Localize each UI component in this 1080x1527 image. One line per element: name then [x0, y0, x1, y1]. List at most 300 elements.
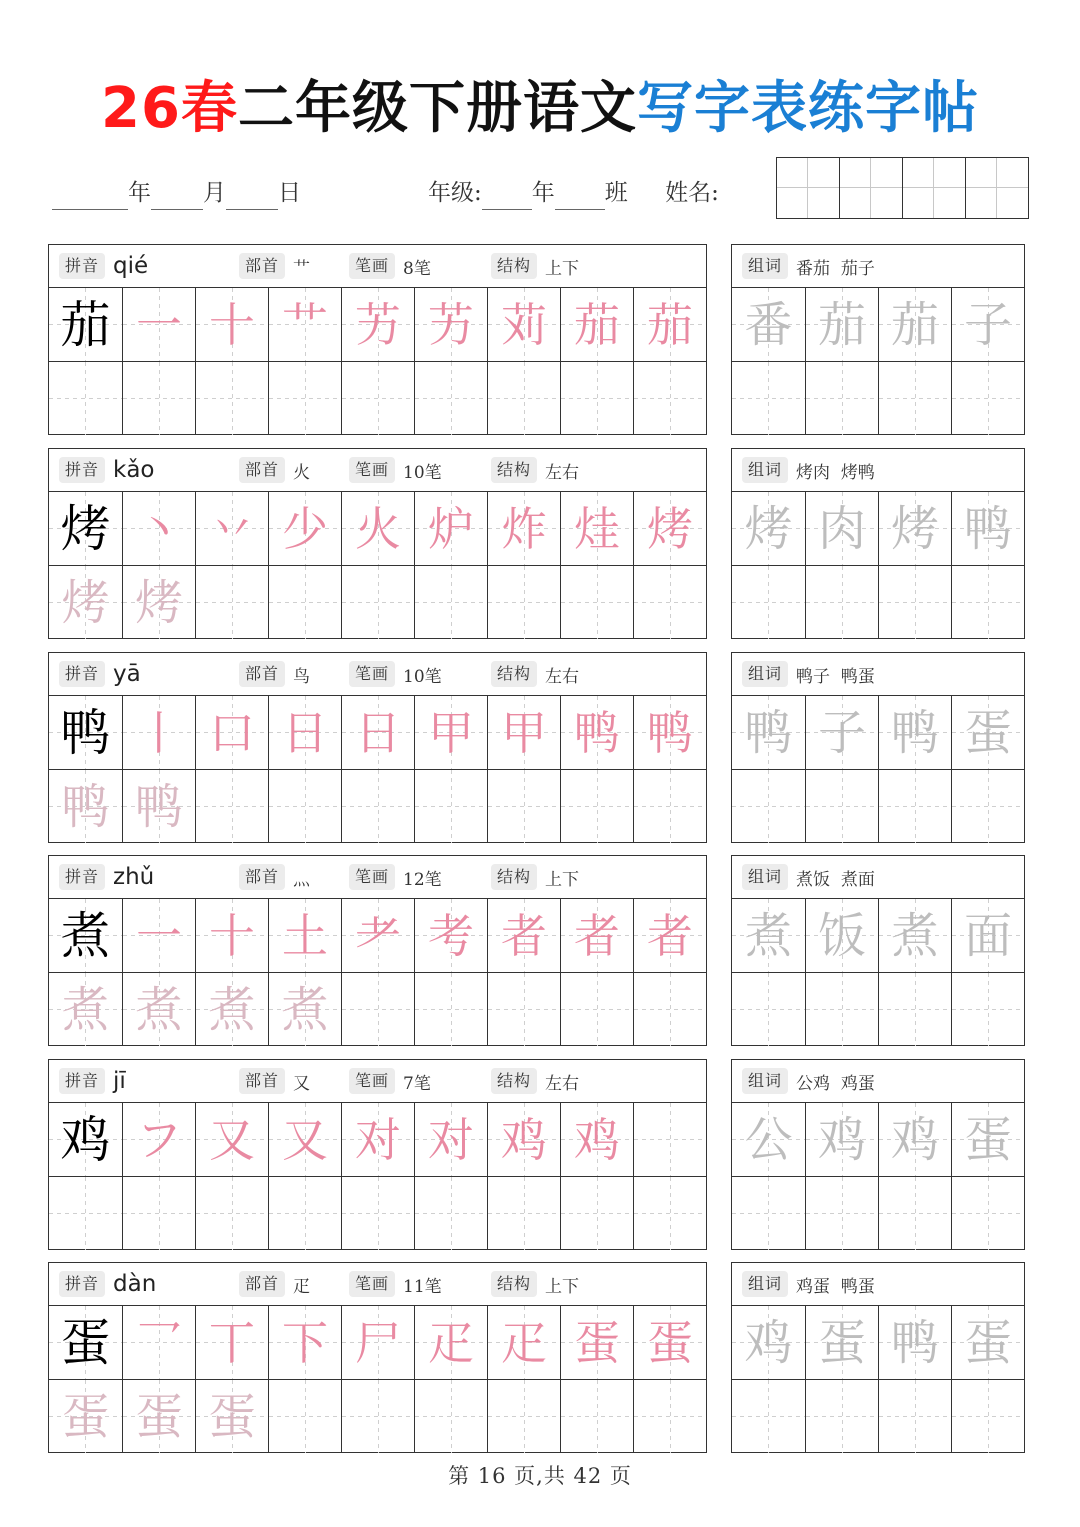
practice-cell[interactable] — [341, 770, 414, 843]
trace-char: 鸭 — [134, 778, 183, 835]
char-block-6 — [48, 1262, 707, 1453]
practice-row — [49, 1379, 706, 1453]
word-cell[interactable] — [951, 899, 1024, 972]
stroke-step: 十 — [209, 908, 255, 963]
stroke-step-cell[interactable] — [560, 492, 633, 565]
stroke-step-cell[interactable] — [414, 288, 487, 361]
strokes-value: 10笔 — [403, 462, 442, 483]
stroke-step-cell[interactable] — [122, 696, 195, 769]
practice-cell[interactable] — [560, 566, 633, 639]
word-trace-row — [732, 1306, 1024, 1379]
stroke-step-cell[interactable] — [195, 288, 268, 361]
strokes-value: 12笔 — [403, 869, 442, 890]
stroke-step: 鸭 — [647, 705, 693, 760]
stroke-step-cell[interactable] — [633, 288, 706, 361]
word-practice-cell[interactable] — [805, 1380, 878, 1453]
word-trace-row — [732, 288, 1024, 361]
pinyin-label: 拼音 — [59, 253, 105, 279]
word-block-1 — [731, 244, 1025, 435]
practice-cell[interactable] — [195, 1380, 268, 1453]
practice-cell[interactable] — [560, 1177, 633, 1250]
stroke-step: 丶 — [136, 501, 182, 556]
word-practice-cell[interactable] — [878, 770, 951, 843]
strokes-label: 笔画 — [349, 864, 395, 890]
practice-cell[interactable] — [122, 770, 195, 843]
stroke-step: 艹 — [282, 297, 328, 352]
practice-cell[interactable] — [487, 1177, 560, 1250]
structure-label: 结构 — [491, 253, 537, 279]
practice-row — [49, 972, 706, 1046]
practice-cell[interactable] — [633, 973, 706, 1046]
practice-cell[interactable] — [49, 362, 122, 435]
word-practice-cell[interactable] — [805, 973, 878, 1046]
word-cell[interactable] — [732, 288, 805, 361]
model-char: 煮 — [60, 906, 111, 965]
word-header — [732, 653, 1024, 696]
word-header — [732, 449, 1024, 492]
practice-cell[interactable] — [560, 973, 633, 1046]
word-header — [732, 245, 1024, 288]
pinyin-label: 拼音 — [59, 1271, 105, 1297]
word-cell[interactable] — [732, 1306, 805, 1379]
word-trace-row — [732, 1103, 1024, 1176]
model-char-cell — [49, 1103, 122, 1176]
radical-label: 部首 — [239, 864, 285, 890]
stroke-step: 尸 — [355, 1315, 401, 1370]
practice-row — [49, 1176, 706, 1250]
practice-cell[interactable] — [341, 362, 414, 435]
stroke-step: 蛋 — [574, 1315, 620, 1370]
practice-cell[interactable] — [268, 566, 341, 639]
stroke-step: 者 — [501, 908, 547, 963]
stroke-step-cell[interactable] — [487, 696, 560, 769]
year-label: 年 — [128, 180, 151, 206]
word-practice-cell[interactable] — [951, 1380, 1024, 1453]
stroke-order-row — [49, 1103, 706, 1176]
stroke-step-cell[interactable] — [633, 1306, 706, 1379]
stroke-step-cell[interactable] — [414, 492, 487, 565]
char-header — [49, 449, 706, 492]
name-cell[interactable] — [777, 158, 839, 218]
practice-cell[interactable] — [122, 1380, 195, 1453]
stroke-step: 炸 — [501, 501, 547, 556]
strokes-label: 笔画 — [349, 457, 395, 483]
stroke-step-cell[interactable] — [341, 899, 414, 972]
word-cell[interactable] — [805, 1103, 878, 1176]
stroke-step: 十 — [209, 297, 255, 352]
word-cell[interactable] — [878, 1306, 951, 1379]
stroke-step-cell[interactable] — [341, 492, 414, 565]
stroke-step-cell[interactable] — [195, 1103, 268, 1176]
words-label: 组词 — [742, 1271, 788, 1297]
word-trace-char: 鸭 — [963, 500, 1012, 557]
practice-cell[interactable] — [414, 973, 487, 1046]
word-cell[interactable] — [805, 492, 878, 565]
word-cell[interactable] — [878, 1103, 951, 1176]
word-cell[interactable] — [878, 899, 951, 972]
practice-cell[interactable] — [195, 362, 268, 435]
name-cell[interactable] — [902, 158, 965, 218]
practice-cell[interactable] — [487, 770, 560, 843]
words-label: 组词 — [742, 253, 788, 279]
pinyin-value: kǎo — [113, 457, 155, 483]
word-cell[interactable] — [805, 288, 878, 361]
word-trace-char: 茄 — [817, 296, 866, 353]
stroke-step-cell[interactable] — [633, 696, 706, 769]
stroke-step: 疋 — [501, 1315, 547, 1370]
practice-cell[interactable] — [560, 1380, 633, 1453]
word-cell[interactable] — [951, 492, 1024, 565]
stroke-step: 对 — [355, 1112, 401, 1167]
radical-label: 部首 — [239, 253, 285, 279]
word-practice-cell[interactable] — [732, 973, 805, 1046]
trace-char: 煮 — [280, 981, 329, 1038]
radical-value: 鸟 — [293, 666, 311, 687]
stroke-step-cell[interactable] — [414, 1306, 487, 1379]
word-practice-cell[interactable] — [951, 362, 1024, 435]
word-block-4 — [731, 855, 1025, 1046]
word-trace-row — [732, 696, 1024, 769]
stroke-step: 土 — [282, 908, 328, 963]
word-practice-row — [732, 1176, 1024, 1250]
practice-cell[interactable] — [341, 1177, 414, 1250]
radical-label: 部首 — [239, 661, 285, 687]
words-label: 组词 — [742, 457, 788, 483]
word-practice-cell[interactable] — [732, 566, 805, 639]
word-practice-cell[interactable] — [732, 362, 805, 435]
stroke-step-cell[interactable] — [487, 492, 560, 565]
trace-char: 煮 — [134, 981, 183, 1038]
char-header — [49, 856, 706, 899]
stroke-step-cell[interactable] — [195, 899, 268, 972]
word-cell[interactable] — [805, 696, 878, 769]
word-trace-char: 鸡 — [890, 1111, 939, 1168]
stroke-step: 鸭 — [574, 705, 620, 760]
practice-cell[interactable] — [487, 1380, 560, 1453]
stroke-step-cell[interactable] — [268, 696, 341, 769]
word-header — [732, 856, 1024, 899]
word-block-5 — [731, 1059, 1025, 1250]
name-label: 姓名: — [665, 180, 719, 206]
word-cell[interactable] — [732, 1103, 805, 1176]
word-practice-cell[interactable] — [805, 362, 878, 435]
word-practice-cell[interactable] — [951, 1177, 1024, 1250]
char-block-3 — [48, 652, 707, 843]
practice-cell[interactable] — [414, 770, 487, 843]
class-blank[interactable] — [555, 183, 605, 210]
word-practice-row — [732, 972, 1024, 1046]
practice-cell[interactable] — [633, 1177, 706, 1250]
date-line — [52, 176, 301, 210]
strokes-value: 7笔 — [403, 1073, 431, 1094]
stroke-step-cell[interactable] — [560, 288, 633, 361]
practice-cell[interactable] — [414, 1380, 487, 1453]
word-practice-cell[interactable] — [951, 770, 1024, 843]
practice-cell[interactable] — [414, 362, 487, 435]
stroke-step: 艻 — [428, 297, 474, 352]
stroke-step: 者 — [647, 908, 693, 963]
practice-cell[interactable] — [122, 362, 195, 435]
pinyin-label: 拼音 — [59, 1068, 105, 1094]
strokes-value: 10笔 — [403, 666, 442, 687]
practice-cell[interactable] — [414, 1177, 487, 1250]
practice-cell[interactable] — [341, 973, 414, 1046]
practice-row — [49, 565, 706, 639]
practice-cell[interactable] — [487, 362, 560, 435]
structure-value: 左右 — [545, 1073, 580, 1094]
stroke-step-cell[interactable] — [341, 1306, 414, 1379]
stroke-step: 鸡 — [501, 1112, 547, 1167]
word-cell[interactable] — [732, 696, 805, 769]
practice-cell[interactable] — [633, 770, 706, 843]
stroke-step-cell[interactable] — [341, 1103, 414, 1176]
trace-char: 蛋 — [61, 1388, 110, 1445]
stroke-step-cell[interactable] — [268, 288, 341, 361]
word-trace-char: 鸡 — [817, 1111, 866, 1168]
pinyin-value: jī — [113, 1068, 126, 1094]
practice-cell[interactable] — [195, 566, 268, 639]
word-trace-char: 蛋 — [817, 1314, 866, 1371]
practice-cell[interactable] — [487, 973, 560, 1046]
stroke-step: 者 — [574, 908, 620, 963]
word-cell[interactable] — [878, 288, 951, 361]
char-header — [49, 1060, 706, 1103]
word-practice-cell[interactable] — [878, 973, 951, 1046]
practice-cell[interactable] — [195, 1177, 268, 1250]
word-practice-cell[interactable] — [951, 566, 1024, 639]
practice-cell[interactable] — [268, 973, 341, 1046]
word-trace-char: 煮 — [890, 907, 939, 964]
practice-cell[interactable] — [268, 1177, 341, 1250]
stroke-order-row — [49, 1306, 706, 1379]
word-practice-cell[interactable] — [878, 1177, 951, 1250]
practice-cell[interactable] — [49, 1177, 122, 1250]
model-char-cell — [49, 1306, 122, 1379]
practice-cell[interactable] — [122, 1177, 195, 1250]
word-practice-cell[interactable] — [878, 1380, 951, 1453]
stroke-step: 少 — [282, 501, 328, 556]
words-value: 鸡蛋 鸭蛋 — [796, 1276, 875, 1297]
year-blank[interactable] — [52, 183, 128, 210]
model-char: 茄 — [60, 295, 111, 354]
radical-label: 部首 — [239, 1068, 285, 1094]
word-cell[interactable] — [878, 696, 951, 769]
trace-char: 鸭 — [61, 778, 110, 835]
practice-cell[interactable] — [633, 362, 706, 435]
stroke-step: 对 — [428, 1112, 474, 1167]
word-practice-row — [732, 1379, 1024, 1453]
word-trace-char: 饭 — [817, 907, 866, 964]
word-trace-char: 鸭 — [744, 704, 793, 761]
char-block-2 — [48, 448, 707, 639]
stroke-step-cell[interactable] — [633, 899, 706, 972]
pinyin-label: 拼音 — [59, 661, 105, 687]
words-value: 公鸡 鸡蛋 — [796, 1073, 875, 1094]
stroke-step-cell[interactable] — [268, 899, 341, 972]
word-cell[interactable] — [951, 1306, 1024, 1379]
stroke-step: 苅 — [501, 297, 547, 352]
practice-cell[interactable] — [268, 362, 341, 435]
word-trace-char: 面 — [963, 907, 1012, 964]
practice-cell[interactable] — [49, 1380, 122, 1453]
word-practice-cell[interactable] — [951, 973, 1024, 1046]
stroke-step: 又 — [209, 1112, 255, 1167]
word-trace-char: 煮 — [744, 907, 793, 964]
practice-cell[interactable] — [195, 770, 268, 843]
pinyin-value: zhǔ — [113, 864, 155, 890]
practice-cell[interactable] — [122, 973, 195, 1046]
stroke-step-cell[interactable] — [195, 696, 268, 769]
word-cell[interactable] — [732, 899, 805, 972]
stroke-step-cell[interactable] — [487, 288, 560, 361]
stroke-step: 疋 — [428, 1315, 474, 1370]
stroke-step-cell[interactable] — [487, 899, 560, 972]
structure-value: 上下 — [545, 869, 580, 890]
practice-cell[interactable] — [195, 973, 268, 1046]
stroke-step: 一 — [136, 297, 182, 352]
word-cell[interactable] — [951, 696, 1024, 769]
stroke-step-cell[interactable] — [341, 696, 414, 769]
practice-cell[interactable] — [268, 770, 341, 843]
stroke-step: 鸡 — [574, 1112, 620, 1167]
stroke-step-cell[interactable] — [122, 492, 195, 565]
practice-cell[interactable] — [560, 362, 633, 435]
day-label: 日 — [278, 180, 301, 206]
word-trace-row — [732, 899, 1024, 972]
day-blank[interactable] — [226, 183, 278, 210]
month-blank[interactable] — [151, 183, 203, 210]
stroke-step: 又 — [282, 1112, 328, 1167]
stroke-step-cell[interactable] — [487, 1103, 560, 1176]
name-cell[interactable] — [839, 158, 902, 218]
word-cell[interactable] — [805, 899, 878, 972]
word-trace-char: 鸡 — [744, 1314, 793, 1371]
word-trace-char: 烤 — [744, 500, 793, 557]
word-practice-cell[interactable] — [878, 566, 951, 639]
model-char-cell — [49, 492, 122, 565]
practice-cell[interactable] — [560, 770, 633, 843]
word-practice-cell[interactable] — [878, 362, 951, 435]
word-cell[interactable] — [951, 1103, 1024, 1176]
word-trace-char: 番 — [744, 296, 793, 353]
trace-char: 蛋 — [134, 1388, 183, 1445]
words-value: 烤肉 烤鸭 — [796, 462, 875, 483]
class-label: 班 — [604, 180, 628, 206]
radical-value: 灬 — [293, 869, 311, 890]
structure-value: 左右 — [545, 462, 580, 483]
model-char: 鸡 — [60, 1110, 111, 1169]
trace-char: 烤 — [61, 574, 110, 631]
name-cell[interactable] — [965, 158, 1028, 218]
word-practice-cell[interactable] — [732, 1177, 805, 1250]
word-cell[interactable] — [805, 1306, 878, 1379]
title-part-black: 二年级下册语文 — [237, 76, 637, 141]
stroke-step-cell[interactable] — [560, 899, 633, 972]
words-value: 番茄 茄子 — [796, 258, 875, 279]
radical-value: 疋 — [293, 1276, 311, 1297]
pinyin-value: dàn — [113, 1271, 157, 1297]
char-block-1 — [48, 244, 707, 435]
stroke-step-cell[interactable] — [268, 1103, 341, 1176]
word-cell[interactable] — [732, 492, 805, 565]
stroke-step-cell[interactable] — [633, 492, 706, 565]
words-value: 煮饭 煮面 — [796, 869, 875, 890]
stroke-step-cell[interactable] — [414, 696, 487, 769]
word-practice-cell[interactable] — [805, 566, 878, 639]
pinyin-label: 拼音 — [59, 457, 105, 483]
practice-cell[interactable] — [633, 1380, 706, 1453]
stroke-step-cell[interactable] — [122, 288, 195, 361]
stroke-step: 丨 — [136, 705, 182, 760]
stroke-step-cell[interactable] — [195, 1306, 268, 1379]
grade-year-label: 年 — [531, 180, 555, 206]
stroke-step-cell[interactable] — [633, 1103, 706, 1176]
stroke-step-cell[interactable] — [414, 1103, 487, 1176]
practice-cell[interactable] — [414, 566, 487, 639]
practice-cell[interactable] — [341, 1380, 414, 1453]
structure-value: 上下 — [545, 1276, 580, 1297]
practice-cell[interactable] — [633, 566, 706, 639]
stroke-step-cell[interactable] — [487, 1306, 560, 1379]
word-cell[interactable] — [878, 492, 951, 565]
word-trace-char: 子 — [817, 704, 866, 761]
stroke-step-cell[interactable] — [414, 899, 487, 972]
word-practice-cell[interactable] — [732, 770, 805, 843]
word-practice-cell[interactable] — [732, 1380, 805, 1453]
practice-cell[interactable] — [487, 566, 560, 639]
stroke-step-cell[interactable] — [560, 1103, 633, 1176]
structure-label: 结构 — [491, 864, 537, 890]
word-header — [732, 1263, 1024, 1306]
pinyin-value: qié — [113, 253, 149, 279]
practice-cell[interactable] — [49, 566, 122, 639]
trace-char: 煮 — [61, 981, 110, 1038]
stroke-step: 日 — [355, 705, 401, 760]
stroke-step-cell[interactable] — [560, 1306, 633, 1379]
stroke-step-cell[interactable] — [560, 696, 633, 769]
word-practice-cell[interactable] — [805, 770, 878, 843]
name-grid[interactable] — [776, 157, 1029, 219]
word-practice-cell[interactable] — [805, 1177, 878, 1250]
stroke-order-row — [49, 492, 706, 565]
trace-char: 烤 — [134, 574, 183, 631]
stroke-step: 下 — [282, 1315, 328, 1370]
practice-cell[interactable] — [341, 566, 414, 639]
practice-cell[interactable] — [268, 1380, 341, 1453]
word-trace-char: 蛋 — [963, 1314, 1012, 1371]
stroke-step-cell[interactable] — [122, 899, 195, 972]
grade-blank[interactable] — [482, 183, 532, 210]
word-trace-char: 鸭 — [890, 1314, 939, 1371]
practice-cell[interactable] — [49, 770, 122, 843]
stroke-step: 艻 — [355, 297, 401, 352]
stroke-step-cell[interactable] — [268, 1306, 341, 1379]
stroke-step-cell[interactable] — [122, 1306, 195, 1379]
word-trace-char: 蛋 — [963, 1111, 1012, 1168]
stroke-step-cell[interactable] — [122, 1103, 195, 1176]
word-practice-row — [732, 361, 1024, 435]
char-block-5 — [48, 1059, 707, 1250]
practice-cell[interactable] — [49, 973, 122, 1046]
words-label: 组词 — [742, 864, 788, 890]
stroke-step-cell[interactable] — [341, 288, 414, 361]
word-cell[interactable] — [951, 288, 1024, 361]
stroke-step-cell[interactable] — [268, 492, 341, 565]
words-label: 组词 — [742, 661, 788, 687]
stroke-step-cell[interactable] — [195, 492, 268, 565]
practice-cell[interactable] — [122, 566, 195, 639]
stroke-step: 耂 — [355, 908, 401, 963]
